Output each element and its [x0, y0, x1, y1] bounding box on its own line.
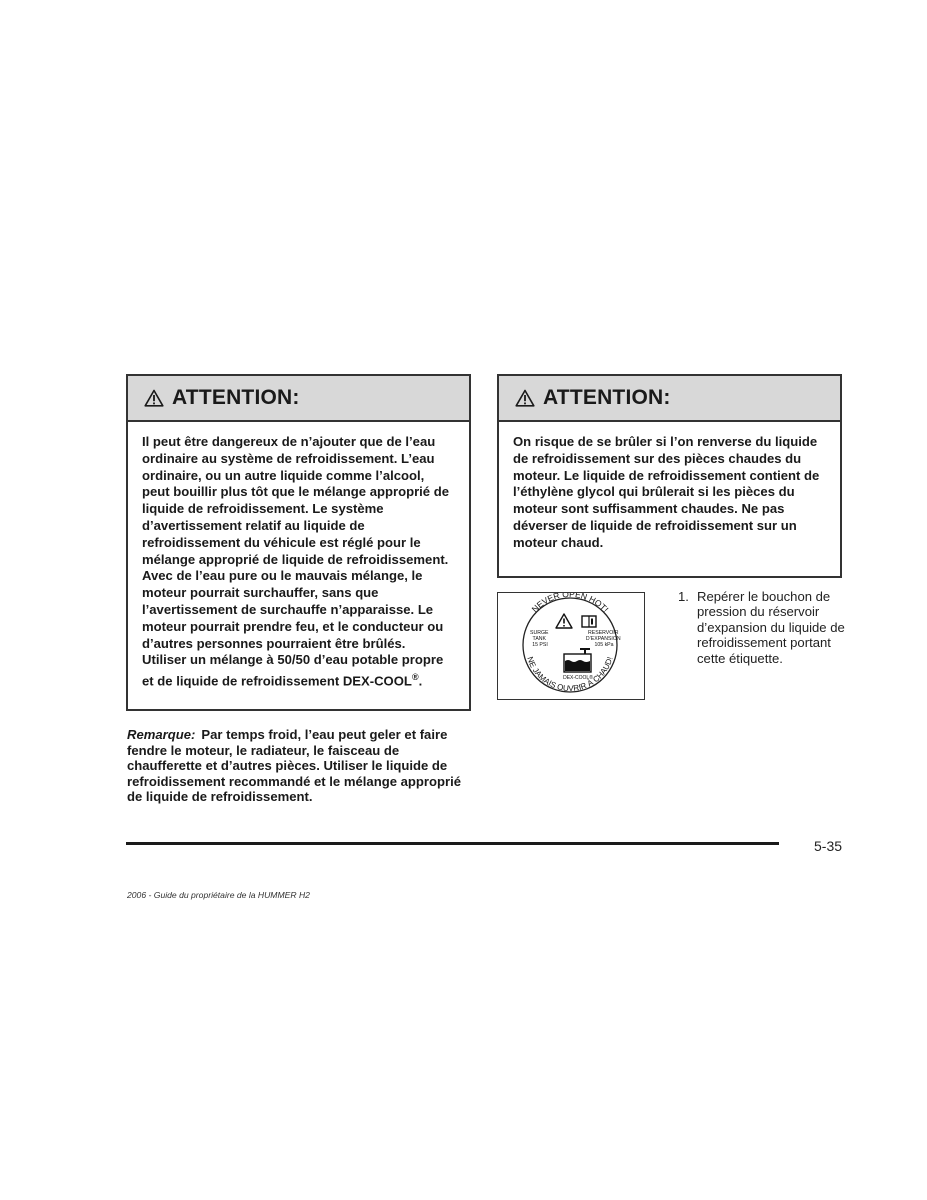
caution-text [499, 422, 840, 552]
cap-warning-triangle-icon [556, 614, 572, 628]
caution-text [128, 422, 469, 690]
caution-body: Il peut être dangereux de n’ajouter que de l’eau ordinaire au système de refroidissement. L’eau ordinaire, ou un autre liquide comme l’alcool, peut bouillir plus tôt que le mélange approprié de liquide de refroidissement. Le système d’avertissement relatif au liquide de refroidissement du véhicule est réglé pour le mélange approprié de liquide de refroidissement. Avec de l’eau pure ou le mauvais mélange, le moteur pourrait surchauffer, sans que l’avertissement de surchauffe n’apparaisse. Le moteur pourrait prendre feu, et le conducteur ou d’autres personnes pourraient être brûlés. Utiliser un mélange à 50/50 d’eau potable propre et de liquide de refroidissement DEX-COOL [142, 434, 450, 689]
pressure-cap-label-illustration [498, 593, 643, 698]
reservoir-text: RESERVOIR D’EXPANSION 105 kPa [585, 630, 621, 648]
registered-mark: ® [411, 672, 419, 683]
page-number: 5-35 [814, 838, 843, 854]
caution-body: On risque de se brûler si l’on renverse du liquide de refroidissement sur des pièces chaudes du moteur. Le liquide de refroidissement contient de l’éthylène glycol qui brûlerait si les pièces du moteur sont suffisamment chaudes. Ne pas déverser de liquide de refroidissement sur un moteur chaud. [513, 434, 820, 550]
dex-cool-text: DEX-COOL® [563, 675, 593, 681]
manual-book-icon [582, 616, 596, 627]
footer-text: 2006 - Guide du propriétaire de la HUMMER H2 [127, 890, 310, 900]
step-number: 1. [678, 589, 689, 604]
warning-triangle-icon [515, 389, 535, 407]
caution-end: . [418, 673, 423, 689]
step-instruction [678, 589, 848, 666]
caution-box-water [126, 374, 471, 711]
caution-header [499, 376, 840, 422]
note-paragraph [127, 727, 473, 805]
ne-jamais-ouvrir-text: NE JAMAIS OUVRIR À CHAUD! [525, 655, 615, 694]
surge-tank-text: SURGE TANK 15 PSI [530, 630, 549, 648]
caution-box-burn [497, 374, 842, 578]
note-label: Remarque: [127, 727, 196, 742]
pressure-cap-label-figure [497, 592, 645, 700]
footer-rule [126, 842, 779, 845]
coolant-tank-icon [564, 648, 591, 672]
caution-header [128, 376, 469, 422]
warning-triangle-icon [144, 389, 164, 407]
caution-title: ATTENTION: [172, 386, 300, 409]
note-text: Par temps froid, l’eau peut geler et faire fendre le moteur, le radiateur, le faisceau de chaufferette et d’autres pièces. Utiliser le liquide de refroidissement recommandé et le mélange approprié de liquide de refroidissement. [127, 727, 461, 805]
never-open-hot-text: NEVER OPEN HOT! [529, 593, 611, 615]
caution-title: ATTENTION: [543, 386, 671, 409]
step-text: Repérer le bouchon de pression du réservoir d’expansion du liquide de refroidissement portant cette étiquette. [697, 589, 845, 666]
